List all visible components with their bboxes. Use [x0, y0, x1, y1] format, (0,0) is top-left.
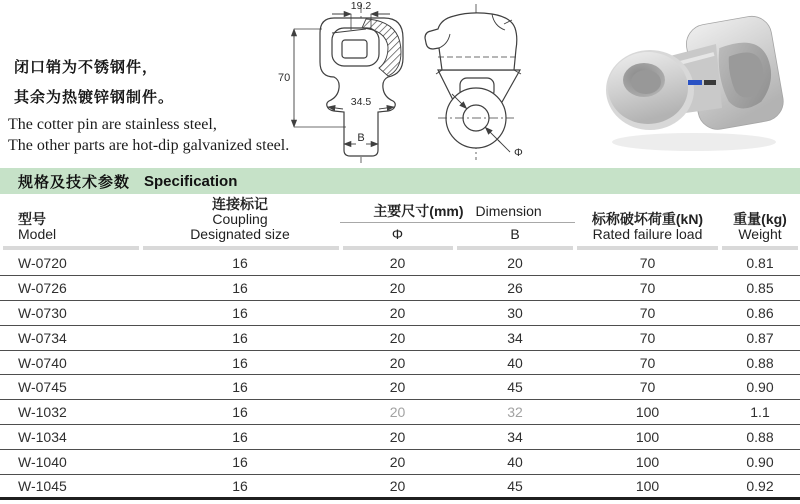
table-row: [0, 475, 800, 500]
cell-load: 70: [639, 354, 656, 371]
col-header-model: [0, 194, 140, 246]
col-header-load-cn: 标称破坏荷重(kN): [591, 211, 704, 227]
cell-model: W-0720: [18, 254, 67, 271]
table-row: [0, 251, 800, 276]
col-header-coupling-en2: Designated size: [190, 226, 290, 242]
cell-b: 30: [507, 304, 523, 321]
material-note-cn-2: 其余为热镀锌钢制件。: [14, 89, 175, 106]
cell-b: 32: [507, 404, 523, 421]
technical-drawing: [268, 0, 564, 166]
cell-weight: 0.81: [746, 254, 774, 271]
col-header-dimensions-top: [340, 194, 575, 223]
cell-phi: 20: [389, 354, 406, 371]
cell-load: 70: [639, 279, 656, 296]
brand-watermark: [688, 80, 716, 85]
table-body: [0, 251, 800, 500]
cell-b: 26: [507, 279, 523, 296]
drawing-side-view: [425, 4, 523, 160]
table-row: [0, 326, 800, 351]
col-header-weight: [720, 194, 800, 246]
cell-model: W-0745: [18, 379, 67, 396]
cell-phi: 20: [389, 404, 406, 421]
col-header-load: [575, 194, 720, 246]
col-header-dimensions: [340, 194, 575, 246]
drawing-front-view: [278, 0, 403, 163]
cell-phi: 20: [389, 477, 406, 494]
cell-weight: 0.87: [746, 329, 774, 346]
material-note-cn-1: 闭口销为不锈钢件，: [14, 59, 159, 76]
cell-load: 70: [639, 329, 656, 346]
col-header-dimensions-sub: [340, 223, 575, 246]
table-row: [0, 400, 800, 425]
col-header-dims-cn: 主要尺寸(mm): [373, 203, 464, 220]
table-header: [0, 194, 800, 246]
cell-coupling: 16: [232, 477, 248, 494]
cell-weight: 0.88: [746, 354, 774, 371]
cell-load: 70: [639, 304, 656, 321]
col-header-weight-en: Weight: [738, 226, 782, 242]
cell-model: W-0730: [18, 304, 67, 321]
clevis-photo-shape: [606, 13, 786, 151]
product-photo: [596, 4, 794, 162]
cell-weight: 0.88: [746, 429, 774, 446]
col-header-model-cn: 型号: [18, 211, 46, 227]
material-note-en-2: The other parts are hot-dip galvanized steel.: [8, 137, 290, 154]
col-header-coupling: [140, 194, 340, 246]
cell-phi: 20: [389, 429, 406, 446]
cell-model: W-1045: [18, 477, 67, 494]
col-header-dims-en: Dimension: [475, 203, 542, 220]
cell-load: 100: [635, 477, 660, 494]
cell-model: W-1032: [18, 404, 67, 421]
dim-label-34-5: 34.5: [350, 96, 372, 108]
cell-load: 100: [635, 429, 660, 446]
dim-label-phi: Φ: [514, 147, 523, 159]
cell-coupling: 16: [232, 379, 248, 396]
cell-coupling: 16: [232, 404, 248, 421]
table-row: [0, 351, 800, 376]
col-header-weight-cn: 重量(kg): [733, 211, 787, 227]
col-header-b: B: [510, 226, 520, 243]
cell-weight: 0.86: [746, 304, 774, 321]
cell-model: W-0734: [18, 329, 67, 346]
section-title-en: Specification: [144, 172, 238, 190]
cell-phi: 20: [389, 329, 406, 346]
cell-phi: 20: [389, 379, 406, 396]
cell-phi: 20: [389, 454, 406, 471]
cell-b: 20: [507, 254, 523, 271]
material-note-en-1: The cotter pin are stainless steel,: [8, 116, 217, 133]
cell-weight: 0.90: [746, 379, 774, 396]
cell-b: 40: [507, 354, 523, 371]
cell-model: W-1040: [18, 454, 67, 471]
col-header-model-en: Model: [18, 226, 57, 242]
cell-coupling: 16: [232, 429, 248, 446]
cell-model: W-0740: [18, 354, 67, 371]
cell-b: 34: [507, 329, 523, 346]
spec-table: [0, 194, 800, 500]
cell-weight: 0.92: [746, 477, 774, 494]
table-row: [0, 450, 800, 475]
cell-coupling: 16: [232, 254, 248, 271]
col-header-load-en: Rated failure load: [592, 226, 703, 242]
table-row: [0, 425, 800, 450]
cell-load: 70: [639, 379, 656, 396]
table-row: [0, 301, 800, 326]
cell-coupling: 16: [232, 454, 248, 471]
cell-phi: 20: [389, 304, 406, 321]
cell-b: 45: [507, 477, 523, 494]
cell-weight: 0.90: [746, 454, 774, 471]
cell-coupling: 16: [232, 354, 248, 371]
cell-load: 100: [635, 454, 660, 471]
dim-label-70: 70: [278, 72, 291, 84]
cell-model: W-1034: [18, 429, 67, 446]
cell-b: 45: [507, 379, 523, 396]
cell-weight: 0.85: [746, 279, 774, 296]
cell-coupling: 16: [232, 329, 248, 346]
cell-phi: 20: [389, 279, 406, 296]
dim-label-19-2: 19.2: [350, 0, 372, 12]
cell-load: 70: [639, 254, 656, 271]
section-title-cn: 规格及技术参数: [18, 173, 131, 191]
table-row: [0, 276, 800, 301]
cell-coupling: 16: [232, 304, 248, 321]
col-header-phi: Φ: [391, 226, 404, 243]
cell-phi: 20: [389, 254, 406, 271]
cell-load: 100: [635, 404, 660, 421]
cell-model: W-0726: [18, 279, 67, 296]
dim-label-b: B: [357, 132, 365, 144]
col-header-coupling-en1: Coupling: [212, 211, 268, 227]
cell-coupling: 16: [232, 279, 248, 296]
table-row: [0, 375, 800, 400]
cell-b: 34: [507, 429, 523, 446]
section-header-bar: [0, 168, 800, 194]
col-header-coupling-cn: 连接标记: [212, 196, 268, 212]
cell-b: 40: [507, 454, 523, 471]
cell-weight: 1.1: [750, 404, 770, 421]
